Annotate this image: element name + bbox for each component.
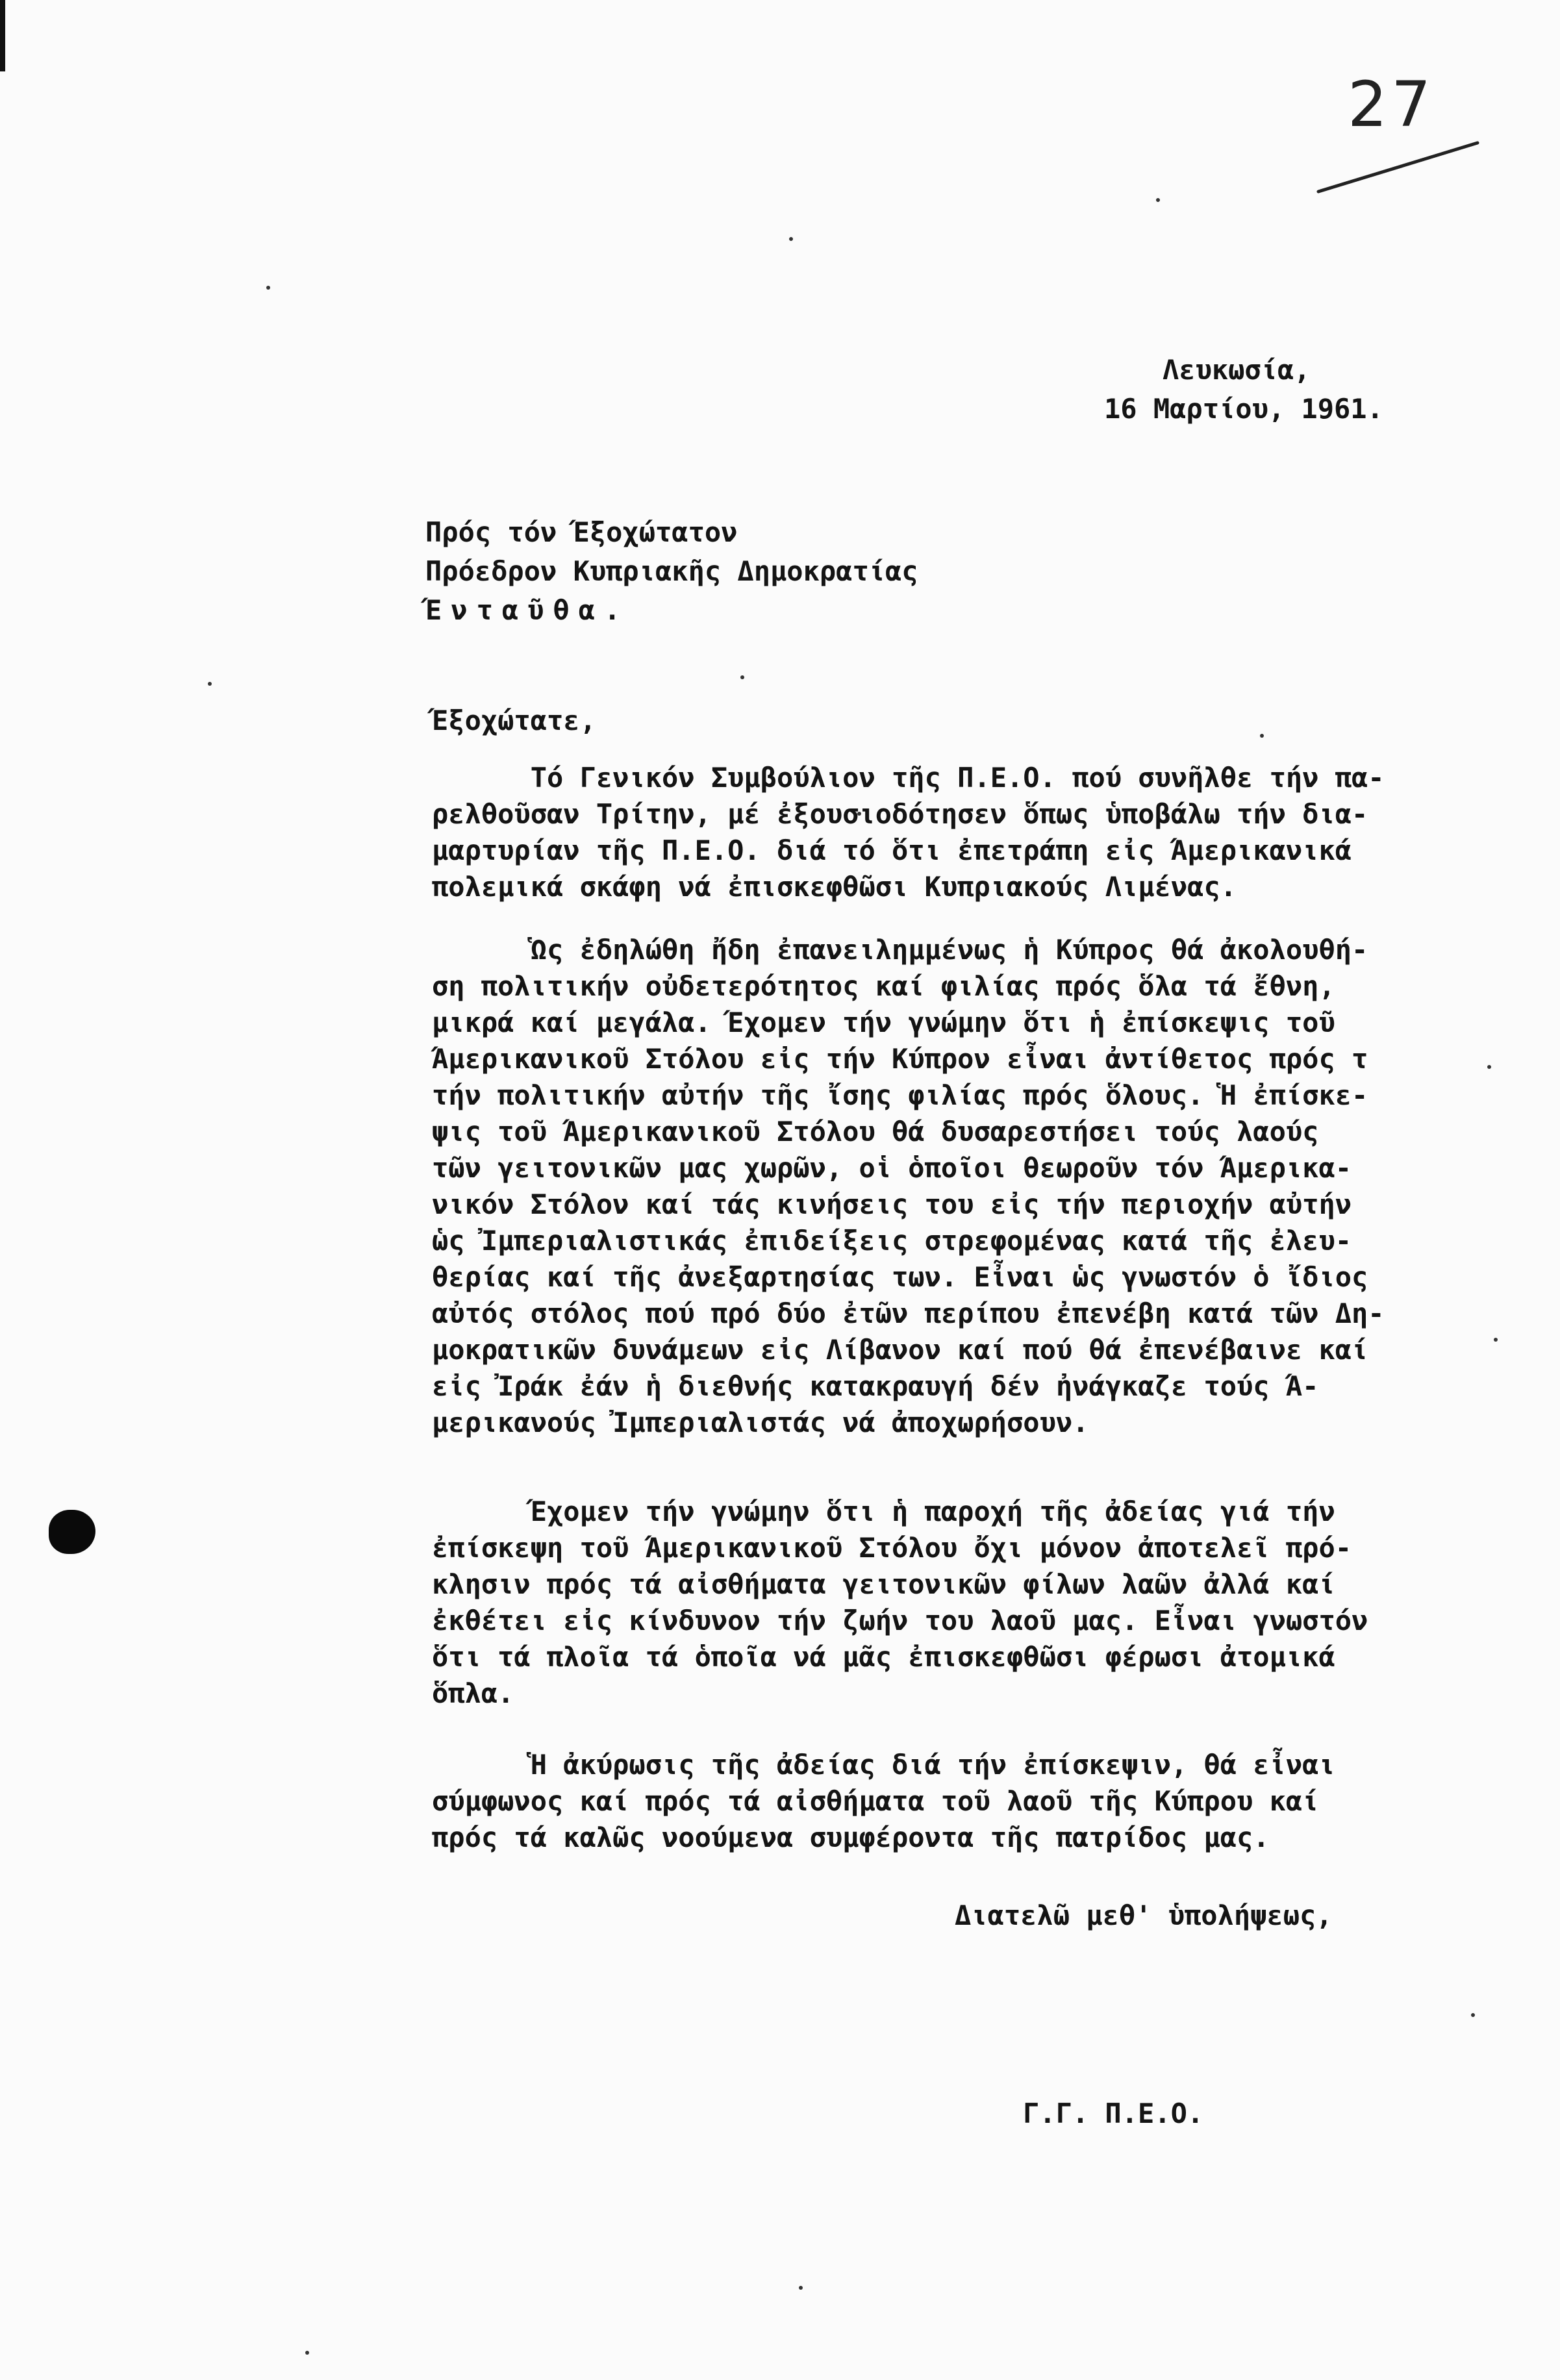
text-line: Τό Γενικόν Συμβούλιον τῆς Π.Ε.Ο. πού συνῆλθε τήν πα-	[432, 762, 1385, 794]
salutation: Έξοχώτατε,	[432, 705, 596, 736]
text-line: Άμερικανικοῦ Στόλου εἰς τήν Κύπρον εἶναι ἀντίθετος πρός τ	[432, 1043, 1368, 1075]
closing: Διατελῶ μεθ' ὑπολήψεως,	[955, 1899, 1333, 1931]
addressee-line: Πρόεδρον Κυπριακῆς Δημοκρατίας	[425, 555, 918, 587]
binding-mark	[0, 0, 5, 71]
text-line: μαρτυρίαν τῆς Π.Ε.Ο. διά τό ὅτι ἐπετράπη εἰς Άμερικανικά	[432, 834, 1352, 866]
speck	[1487, 1065, 1491, 1069]
text-line: κλησιν πρός τά αἰσθήματα γειτονικῶν φίλων λαῶν ἀλλά καί	[432, 1568, 1335, 1600]
body-paragraph	[432, 1494, 1426, 1712]
text-line: αὐτός στόλος πού πρό δύο ἐτῶν περίπου ἐπενέβη κατά τῶν Δη-	[432, 1297, 1385, 1329]
text-line: ψις τοῦ Άμερικανικοῦ Στόλου θά δυσαρεστήσει τούς λαούς	[432, 1116, 1319, 1147]
speck	[1156, 198, 1160, 202]
text-line: τῶν γειτονικῶν μας χωρῶν, οἱ ὁποῖοι θεωροῦν τόν Άμερικα-	[432, 1152, 1352, 1184]
text-line: ὅτι τά πλοῖα τά ὁποῖα νά μᾶς ἐπισκεφθῶσι φέρωσι ἀτομικά	[432, 1641, 1335, 1673]
addressee-line: Πρός τόν Έξοχώτατον	[425, 516, 738, 548]
text-line: ἐκθέτει εἰς κίνδυνον τήν ζωήν του λαοῦ μας. Εἶναι γνωστόν	[432, 1605, 1368, 1636]
text-line: μερικανούς Ἰμπεριαλιστάς νά ἀποχωρήσουν.	[432, 1407, 1089, 1438]
text-line: ὡς Ἰμπεριαλιστικάς ἐπιδείξεις στρεφομένας κατά τῆς ἐλευ-	[432, 1225, 1352, 1257]
speck	[1471, 2013, 1475, 2017]
text-line: σύμφωνος καί πρός τά αἰσθήματα τοῦ λαοῦ τῆς Κύπρου καί	[432, 1785, 1319, 1817]
speck	[740, 675, 744, 679]
text-line: εἰς Ἰράκ ἐάν ἡ διεθνής κατακραυγή δέν ἠνάγκαζε τούς Ά-	[432, 1370, 1319, 1402]
text-line: πρός τά καλῶς νοούμενα συμφέροντα τῆς πατρίδος μας.	[432, 1822, 1270, 1853]
signature: Γ.Γ. Π.Ε.Ο.	[1023, 2098, 1204, 2129]
page-number-underline	[1315, 140, 1484, 198]
speck	[208, 682, 212, 686]
text-line: μικρά καί μεγάλα. Έχομεν τήν γνώμην ὅτι ἡ ἐπίσκεψις τοῦ	[432, 1007, 1335, 1038]
text-line: τήν πολιτικήν αὐτήν τῆς ἴσης φιλίας πρός ὅλους. Ἡ ἐπίσκε-	[432, 1079, 1368, 1111]
text-line: ὅπλα.	[432, 1677, 514, 1709]
text-line: νικόν Στόλον καί τάς κινήσεις του εἰς τήν περιοχήν αὐτήν	[432, 1188, 1352, 1220]
text-line: ρελθοῦσαν Τρίτην, μέ ἐξουσιοδότησεν ὅπως ὑποβάλω τήν δια-	[432, 798, 1368, 830]
text-line: Ἡ ἀκύρωσις τῆς ἀδείας διά τήν ἐπίσκεψιν, θά εἶναι	[432, 1749, 1335, 1781]
speck	[266, 286, 270, 290]
addressee-line: Ένταῦθα.	[425, 594, 630, 626]
body-paragraph	[432, 932, 1426, 1441]
text-line: ση πολιτικήν οὐδετερότητος καί φιλίας πρός ὅλα τά ἔθνη,	[432, 970, 1335, 1002]
text-line: ἐπίσκεψη τοῦ Άμερικανικοῦ Στόλου ὄχι μόνον ἀποτελεῖ πρό-	[432, 1532, 1352, 1564]
text-line: πολεμικά σκάφη νά ἐπισκεφθῶσι Κυπριακούς Λιμένας.	[432, 871, 1237, 903]
letter-place: Λευκωσία,	[1163, 354, 1311, 386]
speck	[799, 2286, 803, 2290]
page-number: 27	[1348, 68, 1435, 141]
text-line: Έχομεν τήν γνώμην ὅτι ἡ παροχή τῆς ἀδείας γιά τήν	[432, 1496, 1335, 1527]
body-paragraph	[432, 1747, 1426, 1856]
text-line: θερίας καί τῆς ἀνεξαρτησίας των. Εἶναι ὡς γνωστόν ὁ ἴδιος	[432, 1261, 1368, 1293]
text-line: Ὡς ἐδηλώθη ἤδη ἐπανειλημμένως ἡ Κύπρος θά ἀκολουθή-	[432, 934, 1368, 966]
speck	[1494, 1338, 1498, 1342]
speck	[789, 237, 793, 241]
text-line: μοκρατικῶν δυνάμεων εἰς Λίβανον καί πού θά ἐπενέβαινε καί	[432, 1334, 1368, 1366]
speck	[305, 2351, 309, 2355]
body-paragraph	[432, 760, 1426, 905]
ink-blot	[49, 1510, 95, 1554]
letter-date: 16 Μαρτίου, 1961.	[1104, 393, 1383, 425]
speck	[1260, 734, 1264, 738]
